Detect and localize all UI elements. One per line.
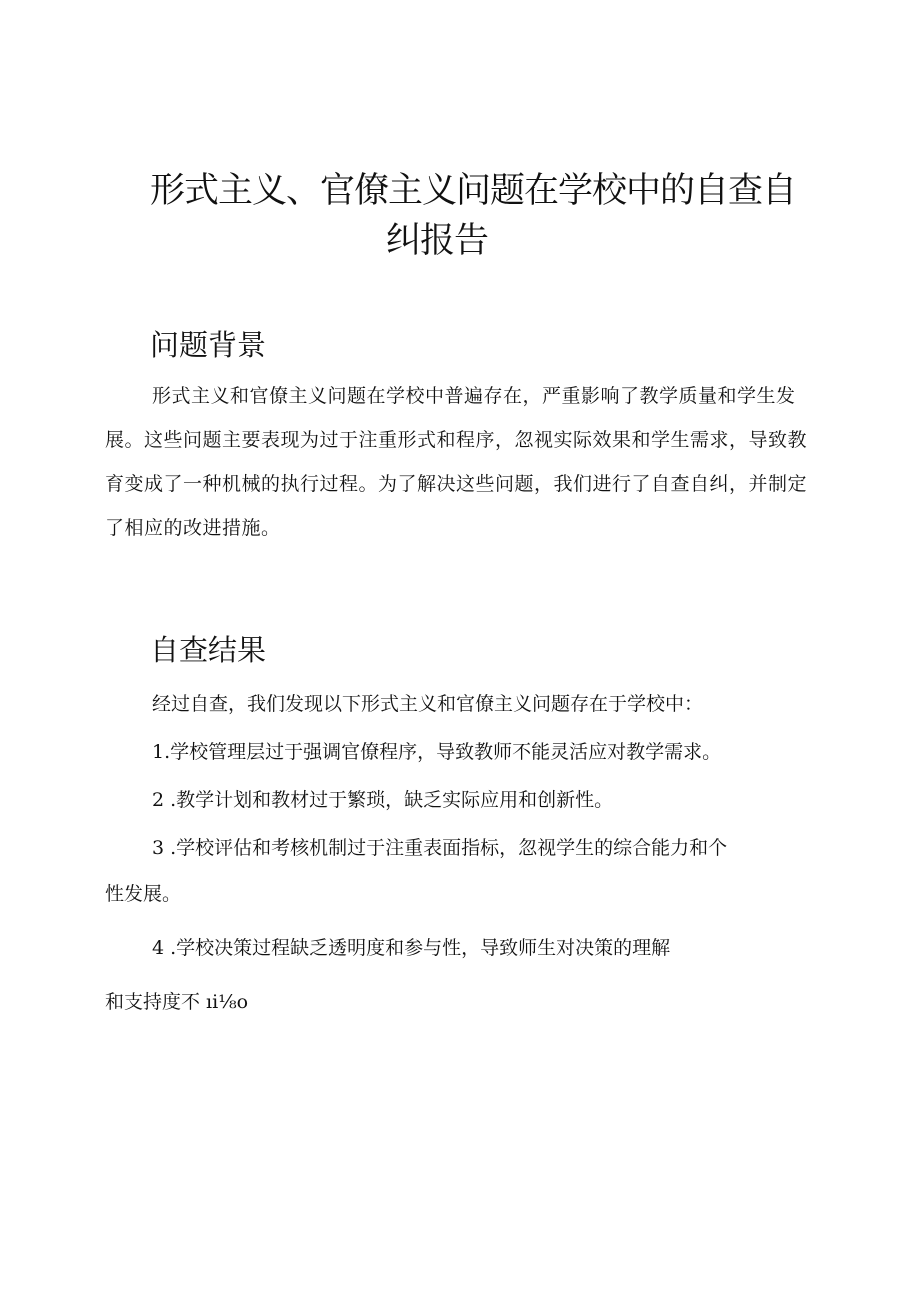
document-title-line-2: 纠报告 — [386, 221, 489, 261]
result-item-2: 2 .教学计划和教材过于繁琐，缺乏实际应用和创新性。 — [152, 789, 614, 811]
result-item-3-line-2: 性发展。 — [105, 883, 182, 905]
section-heading-background: 问题背景 — [150, 328, 267, 362]
result-item-3-line-1: 3 .学校评估和考核机制过于注重表面指标，忽视学生的综合能力和个 — [152, 837, 728, 859]
background-paragraph: 形式主义和官僚主义问题在学校中普遍存在，严重影响了教学质量和学生发展。这些问题主要表现为过于注重形式和程序，忽视实际效果和学生需求，导致教育变成了一种机械的执行过程。为了解决这些问题，我们进行了自查自纠，并制定了相应的改进措施。 — [105, 385, 808, 539]
results-intro: 经过自查，我们发现以下形式主义和官僚主义问题存在于学校中： — [152, 693, 704, 715]
result-item-1: 1.学校管理层过于强调官僚程序，导致教师不能灵活应对教学需求。 — [152, 741, 722, 763]
result-item-4-line-1: 4 .学校决策过程缺乏透明度和参与性，导致师生对决策的理解 — [152, 937, 671, 959]
document-title-line-1: 形式主义、官僚主义问题在学校中的自查自 — [150, 171, 797, 211]
section-heading-results: 自查结果 — [150, 633, 267, 667]
result-item-4-line-2: 和支持度不 ıi⅛o — [105, 991, 249, 1013]
